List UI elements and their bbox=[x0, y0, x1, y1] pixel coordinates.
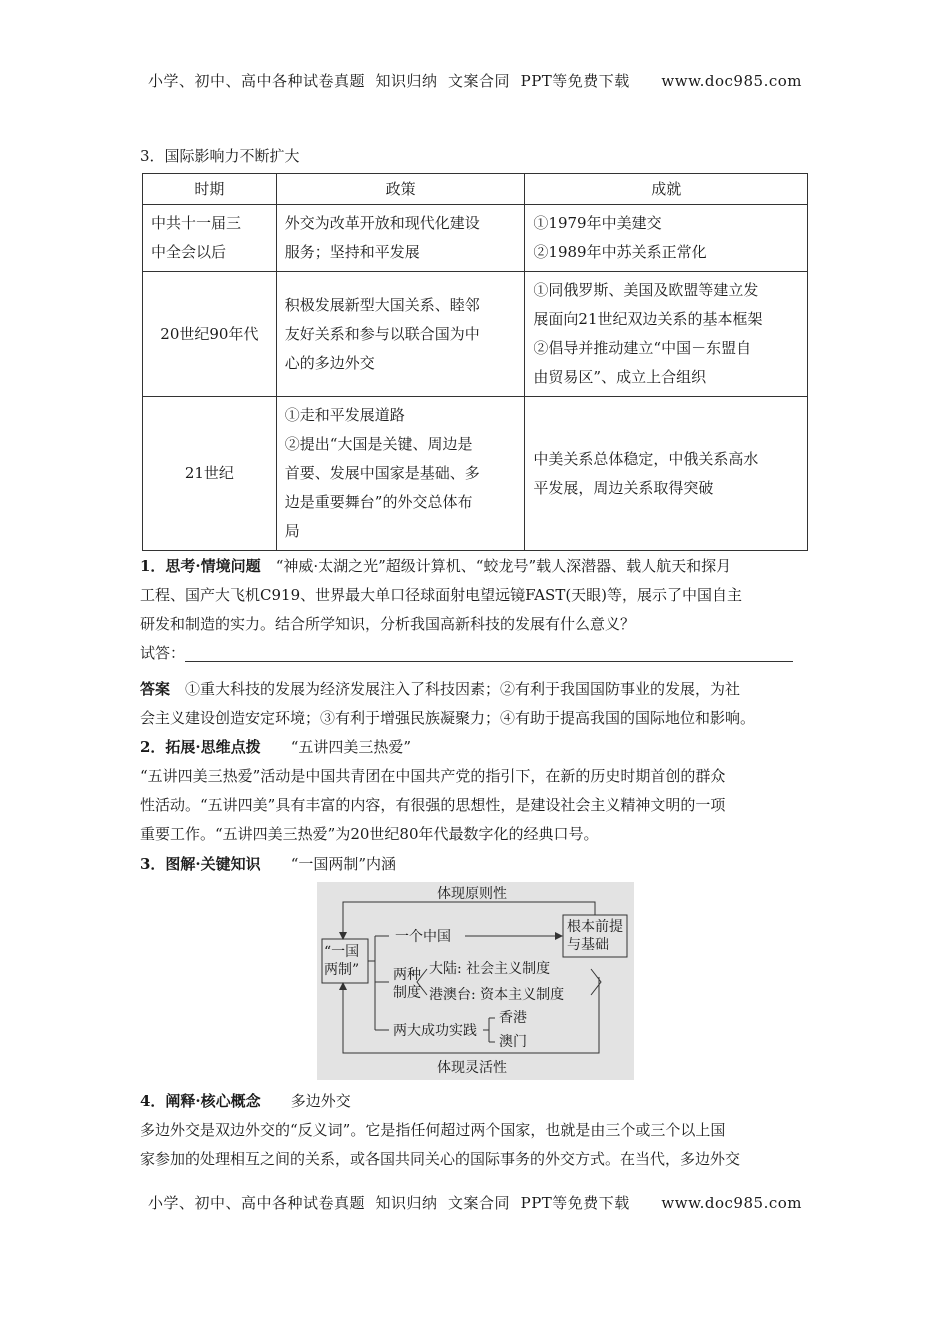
diagram-connectors bbox=[317, 882, 634, 1080]
practice-label: 两大成功实践 bbox=[393, 1023, 477, 1039]
achievement-cell: 中美关系总体稳定，中俄关系高水 平发展，周边关系取得突破 bbox=[525, 397, 808, 551]
section-label: 3．图解·关键知识 bbox=[140, 855, 261, 873]
question-1: 1．思考·情境问题 “神威·太湖之光”超级计算机、“蛟龙号”载人深潜器、载人航天和探月 工程、国产大飞机C919、世界最大单口径球面射电望远镜FAST(天眼)等，展示了中国自主 研发和制造的实力。结合所学知识，分析我国高新科技的发展有什么意义？ 试答： bbox=[140, 552, 820, 668]
table-row bbox=[143, 272, 808, 397]
one-country-two-systems-diagram bbox=[317, 882, 634, 1080]
period-cell: 20世纪90年代 bbox=[143, 272, 277, 397]
achievement-cell: ①同俄罗斯、美国及欧盟等建立发 展面向21世纪双边关系的基本框架 ②倡导并推动建立“中国－东盟自 由贸易区”、成立上合组织 bbox=[525, 272, 808, 397]
premise-label: 根本前提 与基础 bbox=[567, 919, 623, 953]
section-3-title: 3．图解·关键知识 “一国两制”内涵 bbox=[140, 855, 397, 873]
policy-cell: 外交为改革开放和现代化建设 服务；坚持和平发展 bbox=[276, 205, 525, 272]
hkmo-label: 港澳台: 资本主义制度 bbox=[429, 987, 565, 1003]
page-header: 小学、初中、高中各种试卷真题 知识归纳 文案合同 PPT等免费下载 www.doc985.com bbox=[147, 72, 802, 90]
section-4: 4．阐释·核心概念 多边外交 多边外交是双边外交的“反义词”。它是指任何超过两个国家，也就是由三个或三个以上国 家参加的处理相互之间的关系，或各国共同关心的国际事务的外交方式。在当代，多边外交 bbox=[140, 1092, 741, 1168]
two-systems-label: 两种 制度 bbox=[393, 967, 421, 1001]
core-label: “一国 两制” bbox=[324, 944, 360, 978]
table-row bbox=[143, 205, 808, 272]
section-title: 3．国际影响力不断扩大 bbox=[140, 147, 300, 165]
header-cell: 成就 bbox=[525, 174, 808, 205]
answer-label: 答案 bbox=[140, 680, 171, 698]
answer-block: 答案 ①重大科技的发展为经济发展注入了科技因素；②有利于我国国防事业的发展，为社 会主义建设创造安定环境；③有利于增强民族凝聚力；④有助于提高我国的国际地位和影响。 bbox=[140, 680, 756, 727]
hongkong-label: 香港 bbox=[499, 1010, 527, 1026]
policy-cell: 积极发展新型大国关系、睦邻 友好关系和参与以联合国为中 心的多边外交 bbox=[276, 272, 525, 397]
header-cell: 时期 bbox=[143, 174, 277, 205]
achievement-cell: ①1979年中美建交 ②1989年中苏关系正常化 bbox=[525, 205, 808, 272]
section-2: 2．拓展·思维点拨 “五讲四美三热爱” “五讲四美三热爱”活动是中国共青团在中国共产党的指引下，在新的历史时期首创的群众 性活动。“五讲四美”具有丰富的内容，有很强的思想性，是建设社会主义精神文明的一项 重要工作。“五讲四美三热爱”为20世纪80年代最数字化的经典口号。 bbox=[140, 738, 726, 843]
policy-cell: ①走和平发展道路 ②提出“大国是关键、周边是 首要、发展中国家是基础、多 边是重要舞台”的外交总体布 局 bbox=[276, 397, 525, 551]
header-cell: 政策 bbox=[276, 174, 525, 205]
foreign-policy-table bbox=[142, 173, 808, 551]
mainland-label: 大陆: 社会主义制度 bbox=[429, 961, 551, 977]
section-label: 2．拓展·思维点拨 bbox=[140, 738, 261, 756]
period-cell: 中共十一届三 中全会以后 bbox=[143, 205, 277, 272]
table-row bbox=[143, 397, 808, 551]
table-header-row bbox=[143, 174, 808, 205]
period-cell: 21世纪 bbox=[143, 397, 277, 551]
one-china-label: 一个中国 bbox=[395, 929, 451, 945]
macao-label: 澳门 bbox=[499, 1034, 527, 1050]
answer-line[interactable]: 试答： bbox=[140, 639, 820, 668]
question-label: 1．思考·情境问题 bbox=[140, 557, 261, 575]
page-footer: 小学、初中、高中各种试卷真题 知识归纳 文案合同 PPT等免费下载 www.doc985.com bbox=[147, 1194, 802, 1212]
section-label: 4．阐释·核心概念 bbox=[140, 1092, 261, 1110]
top-label: 体现原则性 bbox=[437, 886, 507, 902]
bottom-label: 体现灵活性 bbox=[437, 1060, 507, 1076]
